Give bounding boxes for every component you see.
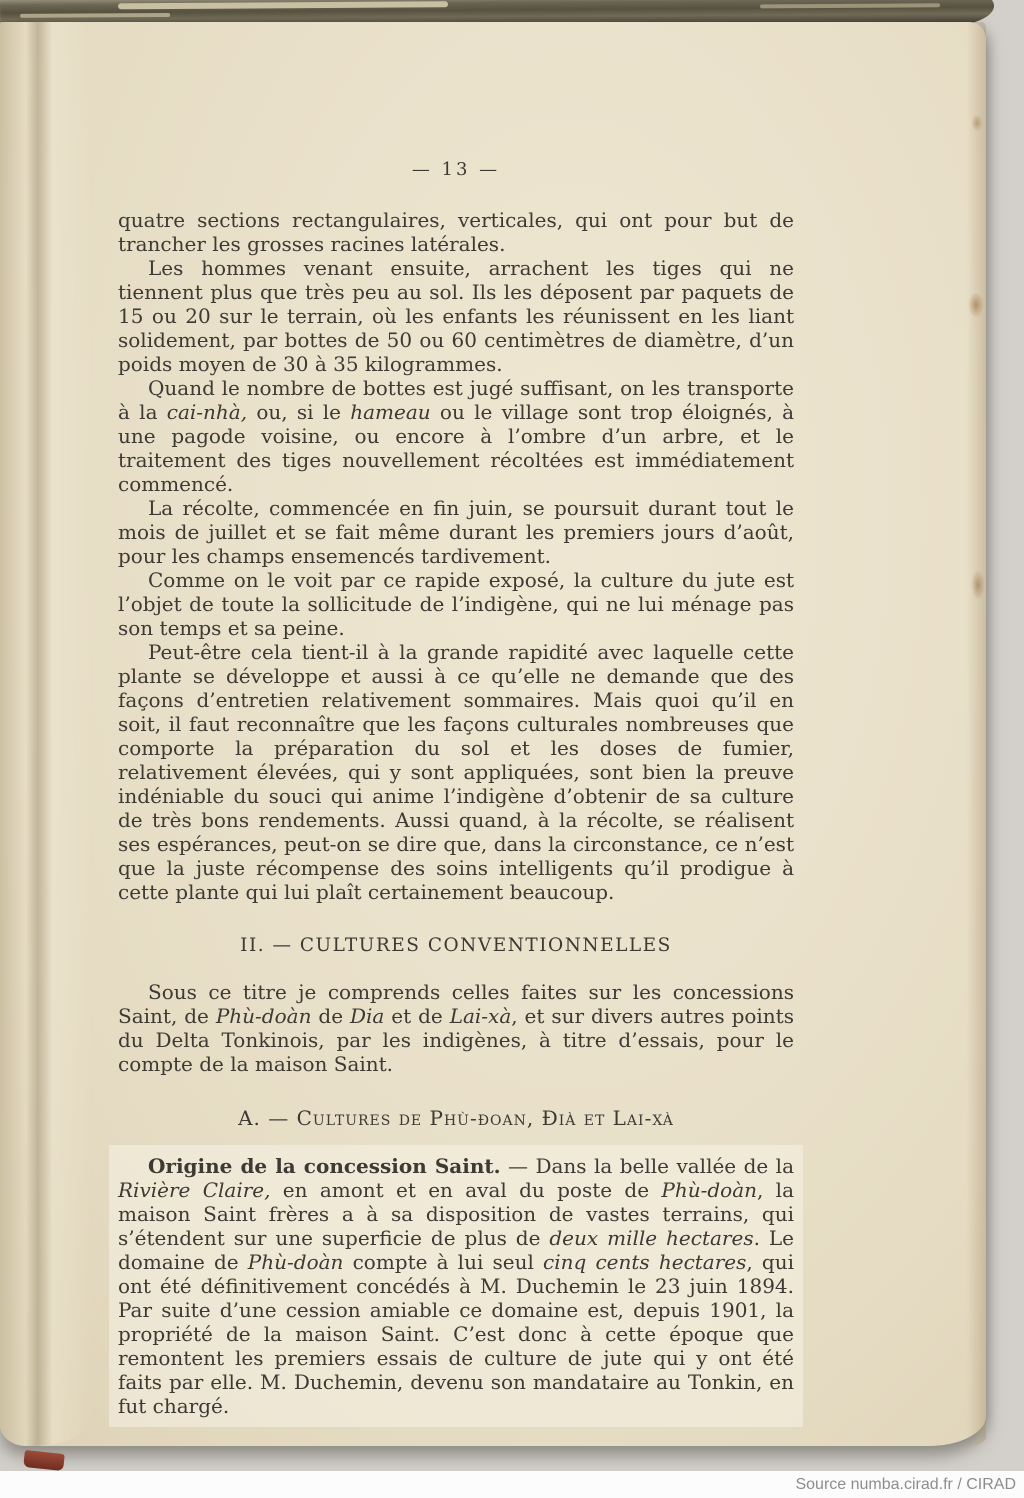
subsection-heading: A. — Cultures de Phù-đoan, Đià et Lai-xà	[238, 1106, 674, 1130]
text-run: La récolte, commencée en fin juin, se poursuit durant tout le mois de juillet et se fait même durant les premiers jours d’août, pour les champs ensemencés tardivement.	[118, 496, 794, 568]
page-edge-highlight	[118, 1, 448, 9]
italic-term: Lai-xà	[449, 1004, 512, 1028]
text-run: , et sur divers autres points du Delta Tonkinois, par les indigènes, à titre d’essais, pour le compte de la maison Saint.	[118, 1004, 794, 1076]
paragraph	[118, 640, 794, 904]
italic-term: Phù-doàn	[661, 1178, 757, 1202]
text-run: , qui ont été définitivement concédés à M. Duchemin le 23 juin 1894. Par suite d’une cession amiable ce domaine est, depuis 1901, la propriété de la maison Saint. C’est donc à cette époque que remontent les premiers essais de culture de jute qui y ont été faits par elle. M. Duchemin, devenu son mandataire au Tonkin, en fut chargé.	[118, 1250, 794, 1418]
text-run: et de	[384, 1004, 450, 1028]
text-run: — Dans la belle vallée de la	[500, 1154, 794, 1178]
paragraph	[118, 256, 794, 376]
text-run: Comme on le voit par ce rapide exposé, la culture du jute est l’objet de toute la sollicitude de l’indigène, qui ne lui ménage pas son temps et sa peine.	[118, 568, 794, 640]
paragraph	[118, 496, 794, 568]
page-edge-highlight	[760, 3, 940, 8]
text-run: compte à lui seul	[343, 1250, 544, 1274]
italic-term: deux mille hectares	[549, 1226, 754, 1250]
text-run: de	[311, 1004, 350, 1028]
italic-term: cinq cents hectares	[543, 1250, 747, 1274]
text-run: Sous ce titre je comprends celles faites sur les concessions Saint, de	[118, 980, 794, 1028]
section-heading: II. — CULTURES CONVENTIONNELLES	[240, 935, 672, 956]
text-run: Quand le nombre de bottes est jugé suffisant, on les transporte à la	[118, 376, 794, 424]
paragraph	[118, 980, 794, 1076]
text-run: en amont et en aval du poste de	[270, 1178, 662, 1202]
text-run: Les hommes venant ensuite, arrachent les tiges qui ne tiennent plus que très peu au sol. Ils les déposent par paquets de 15 ou 20 sur le terrain, où les enfants les réunissent en les liant solidement, par bottes de 50 ou 60 centimètres de diamètre, d’un poids moyen de 30 à 35 kilogrammes.	[118, 256, 794, 376]
text-run: ou, si le	[247, 400, 351, 424]
source-attribution: Source numba.cirad.fr / CIRAD	[795, 1475, 1016, 1493]
paragraph	[118, 376, 794, 496]
page-number: — 13 —	[411, 159, 501, 180]
italic-term: hameau	[350, 400, 431, 424]
text-run: quatre sections rectangulaires, verticales, qui ont pour but de trancher les grosses racines latérales.	[118, 208, 794, 256]
text-run: . Le domaine de	[118, 1226, 794, 1274]
paragraph	[118, 568, 794, 640]
page-edge-highlight	[20, 13, 170, 18]
text-run: , la maison Saint frères a à sa disposition de vastes terrains, qui s’étendent sur une superficie de plus de	[118, 1178, 794, 1250]
red-bookmark-ribbon	[23, 1450, 65, 1471]
italic-term: Dia	[349, 1004, 385, 1028]
book-page	[0, 22, 986, 1446]
source-footer-bar	[0, 1471, 1024, 1498]
page-right-edge	[960, 22, 986, 1446]
page-gutter-shadow	[0, 22, 92, 1446]
italic-term: Rivière Claire,	[118, 1178, 271, 1202]
text-run: ou le village sont trop éloignés, à une pagode voisine, ou encore à l’ombre d’un arbre, et le traitement des tiges nouvellement récoltées est immédiatement commencé.	[118, 400, 795, 496]
paragraph	[118, 208, 794, 256]
paragraph	[118, 1154, 794, 1418]
italic-term: Phù-doàn	[215, 1004, 312, 1028]
text-run: Peut-être cela tient-il à la grande rapidité avec laquelle cette plante se développe et aussi à ce qu’elle ne demande que des façons d’entretien relativement sommaires. Mais quoi qu’il en soit, il faut reconnaître que les façons culturales nombreuses que comporte la préparation du sol et les doses de fumier, relativement élevées, qui y sont appliquées, sont bien la preuve indéniable du souci qui anime l’indigène d’obtenir de sa culture de très bons rendements. Aussi quand, à la récolte, se réalisent ses espérances, peut-on se dire que, dans la circonstance, ce n’est que la juste récompense des soins intelligents qu’il prodigue à cette plante qui lui plaît certainement beaucoup.	[118, 640, 794, 904]
italic-term: Phù-doàn	[247, 1250, 344, 1274]
italic-term: cai-nhà,	[166, 400, 248, 424]
page-body	[118, 158, 794, 1418]
paragraph-lead-bold: Origine de la concession Saint.	[148, 1154, 501, 1178]
